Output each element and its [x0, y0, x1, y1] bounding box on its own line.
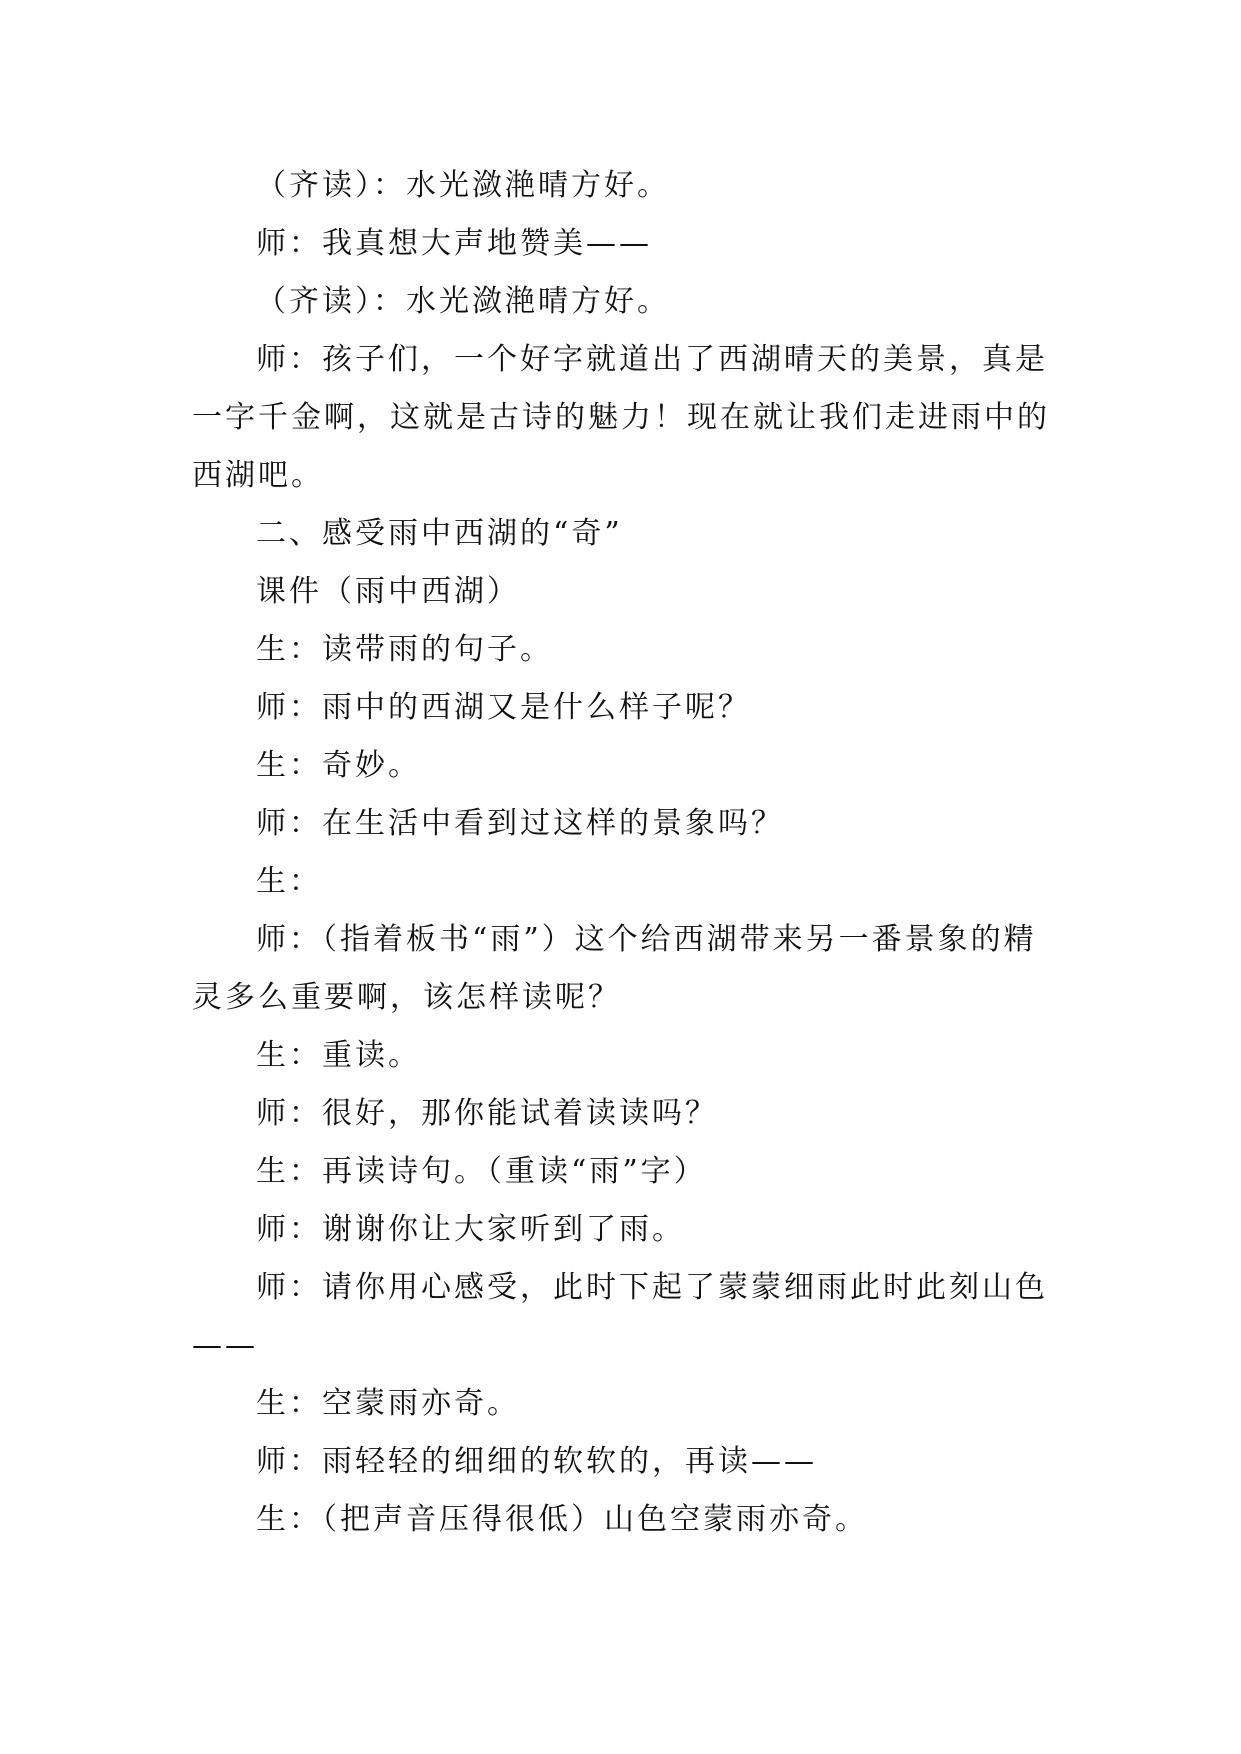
document-body: [192, 157, 1062, 1549]
section-heading: 二、感受雨中西湖的“奇”: [256, 516, 623, 551]
paragraph: 生：读带雨的句子。: [256, 632, 553, 667]
paragraph: 师：雨中的西湖又是什么样子呢？: [256, 690, 751, 725]
paragraph: 师：雨轻轻的细细的软软的，再读——: [256, 1444, 817, 1479]
paragraph: 生：: [256, 864, 322, 899]
paragraph: 师：请你用心感受，此时下起了蒙蒙细雨此时此刻山色——: [192, 1270, 1048, 1363]
paragraph: 师：在生活中看到过这样的景象吗？: [256, 806, 784, 841]
paragraph: 生：（把声音压得很低）山色空蒙雨亦奇。: [256, 1502, 868, 1537]
paragraph: 师：我真想大声地赞美——: [256, 226, 652, 261]
paragraph: 师：谢谢你让大家听到了雨。: [256, 1212, 685, 1247]
paragraph: 师：很好，那你能试着读读吗？: [256, 1096, 718, 1131]
paragraph: （齐读）：水光潋滟晴方好。: [256, 168, 670, 203]
paragraph: 师：孩子们，一个好字就道出了西湖晴天的美景，真是一字千金啊，这就是古诗的魅力！现在就让我们走进雨中的西湖吧。: [192, 342, 1050, 493]
paragraph: 生：空蒙雨亦奇。: [256, 1386, 520, 1421]
paragraph: 生：再读诗句。（重读“雨”字）: [256, 1154, 707, 1189]
paragraph: 生：奇妙。: [256, 748, 421, 783]
paragraph: 师：（指着板书“雨”）这个给西湖带来另一番景象的精灵多么重要啊，该怎样读呢？: [192, 922, 1037, 1015]
paragraph: （齐读）：水光潋滟晴方好。: [256, 284, 670, 319]
paragraph: 生：重读。: [256, 1038, 421, 1073]
paragraph: 课件（雨中西湖）: [256, 574, 520, 609]
